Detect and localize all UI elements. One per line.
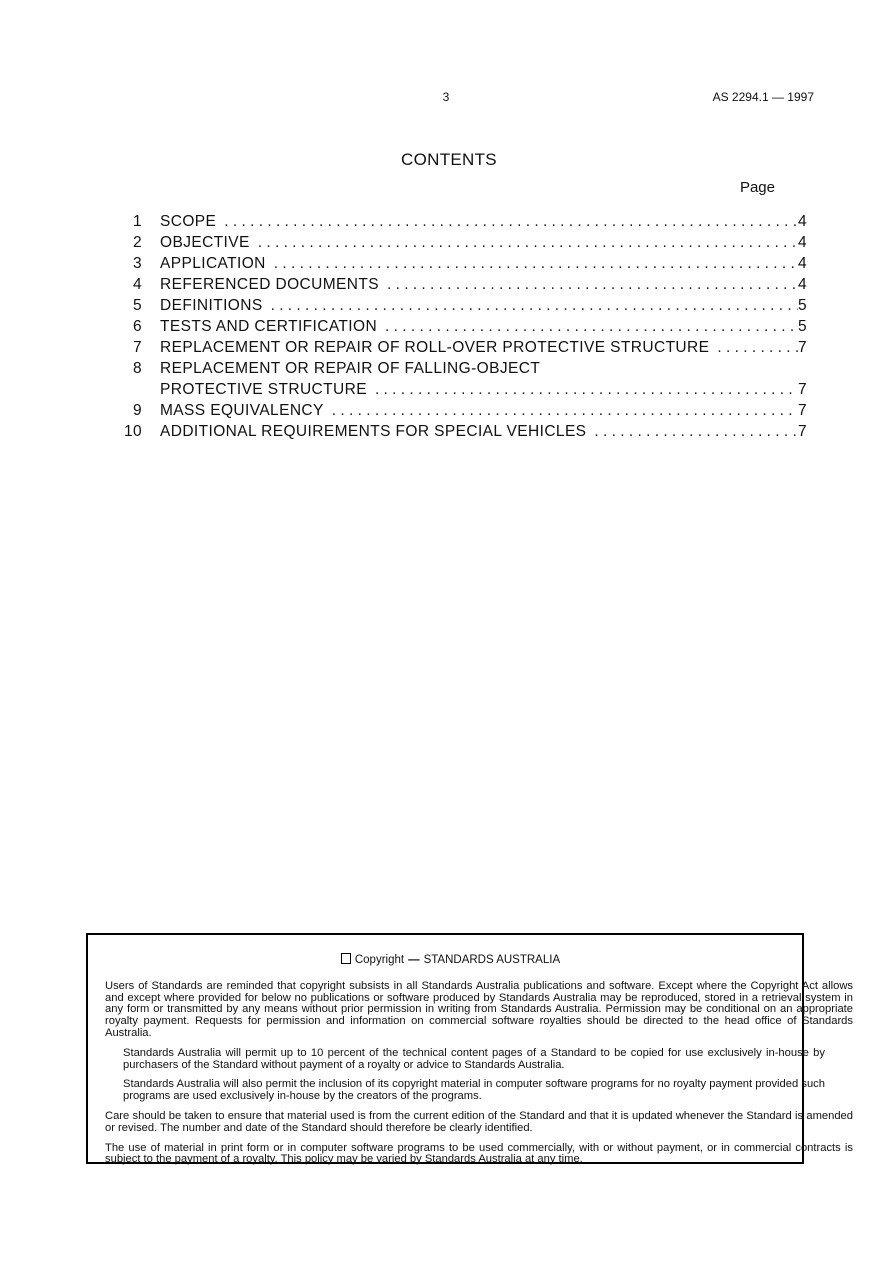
table-of-contents: [112, 211, 812, 442]
copyright-heading-right: STANDARDS AUSTRALIA: [423, 954, 561, 966]
toc-item-number: 6: [132, 318, 142, 335]
toc-item-number: 7: [132, 339, 142, 356]
toc-item-page: 4: [798, 213, 808, 230]
toc-item-page: 7: [798, 402, 808, 419]
toc-item-page: 4: [798, 255, 808, 272]
toc-leader-dots: [586, 421, 798, 442]
toc-item-title: REFERENCED DOCUMENTS: [160, 276, 379, 293]
toc-item-referenced-documents[interactable]: [112, 274, 812, 295]
toc-item-number: 1: [132, 213, 142, 230]
toc-item-title: REPLACEMENT OR REPAIR OF ROLL-OVER PROTECTIVE STRUCTURE: [160, 339, 710, 356]
toc-item-number: 10: [123, 423, 142, 440]
copyright-paragraph-5: The use of material in print form or in computer software programs to be used commercially, with or without payment, or in commercial contracts is subject to the payment of a royalty. This policy may be varied by Standards Australia at any time.: [105, 1141, 853, 1166]
toc-item-line-continued: [112, 379, 812, 400]
toc-item-title: ADDITIONAL REQUIREMENTS FOR SPECIAL VEHICLES: [160, 423, 587, 440]
toc-leader-dots: [377, 316, 798, 337]
toc-item-number: 9: [132, 402, 142, 419]
toc-leader-dots: [250, 232, 798, 253]
contents-title: CONTENTS: [401, 150, 497, 169]
toc-item-fops-replacement[interactable]: [112, 358, 812, 400]
copyright-symbol-icon: [341, 953, 351, 964]
toc-item-title-continued: PROTECTIVE STRUCTURE: [160, 381, 367, 398]
toc-leader-dots: [263, 295, 798, 316]
toc-item-number: 4: [132, 276, 142, 293]
toc-item-mass-equivalency[interactable]: [112, 400, 812, 421]
toc-item-page: 4: [798, 234, 808, 251]
copyright-heading-dash: —: [408, 954, 420, 966]
toc-leader-dots: [266, 253, 798, 274]
toc-leader-dots: [216, 211, 798, 232]
toc-leader-dots: [379, 274, 798, 295]
toc-item-number: 5: [132, 297, 142, 314]
copyright-paragraph-3: Standards Australia will also permit the inclusion of its copyright material in computer software programs for no royalty payment provided such programs are used exclusively in-house by the creators of the programs.: [123, 1078, 825, 1103]
toc-item-title: MASS EQUIVALENCY: [160, 402, 324, 419]
toc-leader-dots: [324, 400, 798, 421]
copyright-paragraph-4: Care should be taken to ensure that material used is from the current edition of the Standard and that it is updated whenever the Standard is amended or revised. The number and date of the Standard should therefore be clearly identified.: [105, 1109, 853, 1134]
toc-leader-dots: [367, 379, 798, 400]
toc-item-title: TESTS AND CERTIFICATION: [160, 318, 378, 335]
page-column-label: Page: [739, 179, 775, 196]
copyright-notice-box: [86, 933, 853, 1166]
copyright-paragraph-1: Users of Standards are reminded that copyright subsists in all Standards Australia publications and software. Except where the Copyright Act allows and except where provided for below no publications or software produced by Standards Australia may be reproduced, stored in a retrieval system in any form or transmitted by any means without prior permission in writing from Standards Australia. Permission may be conditional on an appropriate royalty payment. Requests for permission and information on commercial software royalties should be directed to the head office of Standards Australia.: [105, 979, 853, 1039]
toc-item-title: REPLACEMENT OR REPAIR OF FALLING-OBJECT: [160, 360, 541, 377]
toc-item-title: SCOPE: [160, 213, 217, 230]
toc-item-tests-and-certification[interactable]: [112, 316, 812, 337]
toc-item-page: 5: [798, 297, 808, 314]
toc-item-definitions[interactable]: [112, 295, 812, 316]
toc-item-title: APPLICATION: [160, 255, 266, 272]
toc-item-page: 7: [798, 423, 808, 440]
page-number: 3: [442, 90, 450, 104]
copyright-heading: [105, 953, 796, 967]
toc-item-rops-replacement[interactable]: [112, 337, 812, 358]
toc-item-special-vehicles[interactable]: [112, 421, 812, 442]
toc-item-title: OBJECTIVE: [160, 234, 250, 251]
toc-item-page: 4: [798, 276, 808, 293]
copyright-heading-left: Copyright: [354, 954, 405, 966]
toc-item-number: 2: [132, 234, 142, 251]
toc-item-title: DEFINITIONS: [160, 297, 263, 314]
toc-item-page: 7: [798, 339, 808, 356]
toc-item-page: 7: [798, 381, 808, 398]
toc-item-number: 3: [132, 255, 142, 272]
toc-leader-dots: [709, 337, 798, 358]
copyright-paragraph-2: Standards Australia will permit up to 10 percent of the technical content pages of a Standard to be copied for use exclusively in-house by purchasers of the Standard without payment of a royalty or advice to Standards Australia.: [123, 1046, 825, 1071]
toc-item-scope[interactable]: [112, 211, 812, 232]
toc-item-line: [112, 358, 812, 379]
toc-item-page: 5: [798, 318, 808, 335]
toc-item-objective[interactable]: [112, 232, 812, 253]
document-id: AS 2294.1 — 1997: [712, 90, 814, 104]
toc-item-number: 8: [132, 360, 142, 377]
toc-item-application[interactable]: [112, 253, 812, 274]
